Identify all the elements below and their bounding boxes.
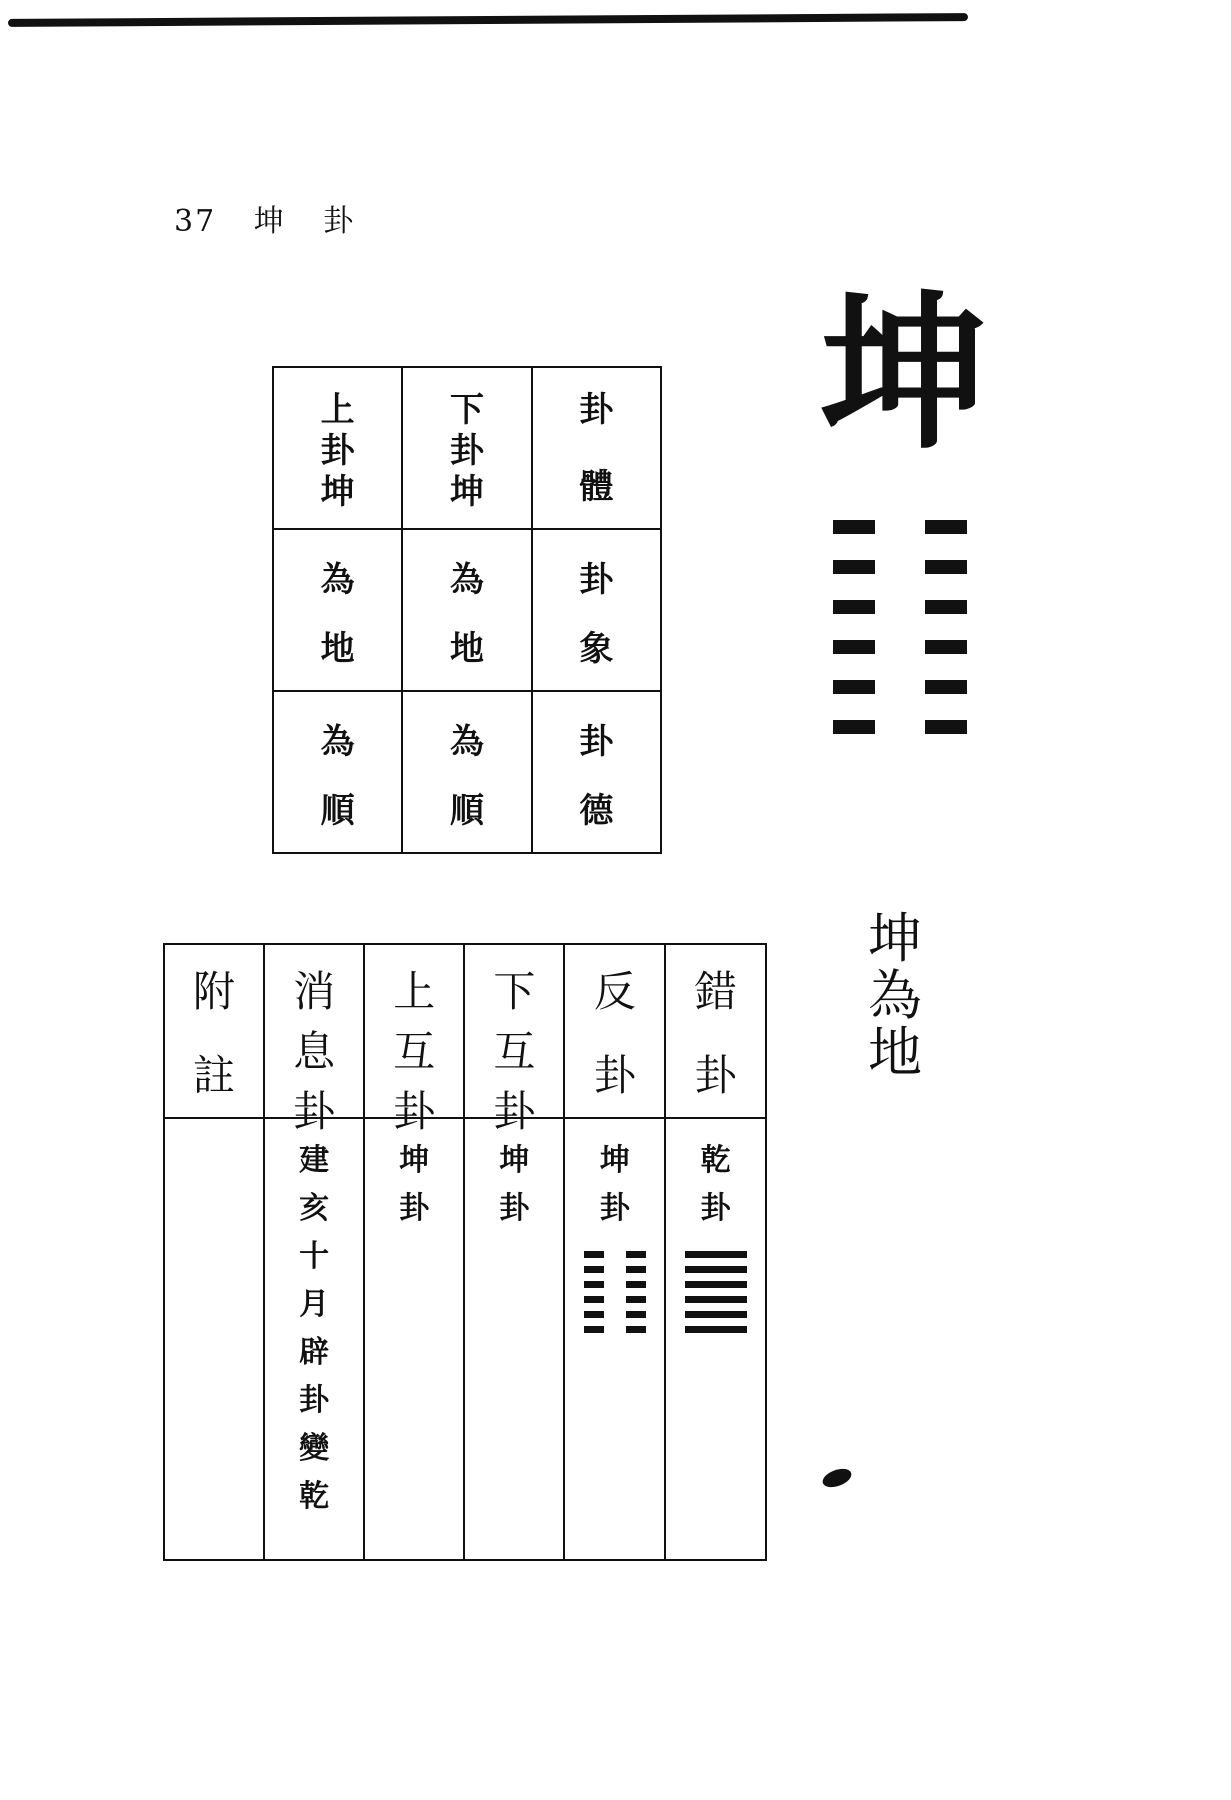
solid-yang-line [685,1296,747,1303]
cell-char: 地 [320,629,355,669]
line-segment [584,1311,604,1318]
broken-yin-line [833,600,967,614]
broken-yin-line [833,520,967,534]
cell-char: 象 [579,629,614,669]
cell-char: 卦 [320,430,355,471]
subtitle-char: 地 [868,1021,922,1085]
header-cell-upper-mutual [364,944,464,1136]
hexagram-subtitle [868,907,922,1085]
header-char: 互 [493,1027,536,1076]
line-segment [626,1281,646,1288]
header-cell-xiaoxi [264,944,364,1136]
line-segment [685,1311,747,1318]
table-cell [402,691,531,853]
broken-yin-line [833,560,967,574]
notes-cell [164,1118,264,1560]
line-segment [626,1311,646,1318]
line-segment [833,720,875,734]
table-cell [273,367,402,529]
header-word: 坤 [253,204,286,239]
line-segment [833,680,875,694]
cell-char: 乾 [700,1143,731,1178]
line-segment [626,1296,646,1303]
table-cell [402,367,531,529]
related-hexagram-table [163,943,767,1561]
line-segment [626,1326,646,1333]
ink-smudge [820,1465,854,1490]
line-segment [833,600,875,614]
broken-yin-line [584,1281,646,1288]
line-segment [685,1281,747,1288]
broken-yin-line [833,680,967,694]
broken-yin-line [584,1251,646,1258]
cell-char: 坤 [599,1143,630,1178]
line-segment [925,720,967,734]
cell-char: 建 [299,1143,330,1178]
cross-cell [665,1118,766,1560]
header-char: 卦 [694,1051,737,1100]
line-segment [685,1266,747,1273]
cell-char: 為 [449,722,484,762]
cell-char: 上 [320,390,355,430]
cell-char: 十 [299,1239,330,1274]
reverse-cell [564,1118,665,1560]
header-char: 附 [193,967,236,1016]
table-cell [273,691,402,853]
line-segment [925,640,967,654]
broken-yin-line [584,1296,646,1303]
header-cell-notes [164,944,264,1118]
header-char: 註 [193,1051,236,1100]
kun-hexagram-icon [584,1247,646,1337]
header-word: 卦 [323,204,356,239]
cell-char: 月 [299,1287,330,1322]
header-char: 反 [593,967,636,1016]
cell-char: 卦 [499,1191,530,1226]
cell-char: 辟 [299,1335,330,1370]
line-segment [584,1296,604,1303]
cell-char: 卦 [599,1191,630,1226]
line-segment [626,1266,646,1273]
line-segment [584,1281,604,1288]
cell-char: 順 [320,791,355,831]
broken-yin-line [833,720,967,734]
solid-yang-line [685,1281,747,1288]
table-cell [532,529,661,691]
cell-char: 亥 [299,1191,330,1226]
cell-char: 卦 [399,1191,430,1226]
solid-yang-line [685,1326,747,1333]
header-char: 上 [393,967,436,1016]
xiaoxi-cell [264,1118,364,1560]
line-segment [584,1251,604,1258]
line-segment [685,1326,747,1333]
table-cell [532,691,661,853]
header-char: 消 [293,967,336,1016]
solid-yang-line [685,1251,747,1258]
broken-yin-line [584,1311,646,1318]
top-rule [8,13,968,27]
solid-yang-line [685,1266,747,1273]
header-char: 卦 [393,1087,436,1136]
solid-yang-line [685,1311,747,1318]
cell-char: 為 [320,560,355,600]
upper-mutual-cell [364,1118,464,1560]
cell-char: 坤 [320,471,355,512]
line-segment [925,560,967,574]
broken-yin-line [833,640,967,654]
table-cell [532,367,661,529]
cell-char: 為 [449,560,484,600]
cell-char: 卦 [299,1383,330,1418]
header-char: 卦 [293,1087,336,1136]
line-segment [584,1266,604,1273]
header-cell-cross [665,944,766,1118]
cell-char: 體 [579,467,614,508]
broken-yin-line [584,1266,646,1273]
hexagram-name-large: 坤 [820,276,988,472]
cell-char: 順 [449,791,484,831]
line-segment [925,600,967,614]
cell-char: 為 [320,722,355,762]
cell-char: 地 [449,629,484,669]
cell-char: 卦 [579,390,614,430]
broken-yin-line [584,1326,646,1333]
line-segment [833,640,875,654]
cell-char: 下 [449,390,484,430]
header-cell-lower-mutual [464,944,564,1136]
line-segment [833,560,875,574]
header-char: 錯 [694,967,737,1016]
header-char: 互 [393,1027,436,1076]
cell-char: 坤 [499,1143,530,1178]
cell-char: 坤 [399,1143,430,1178]
page-header [174,196,381,240]
cell-char: 德 [579,791,614,831]
header-char: 下 [493,967,536,1016]
line-segment [925,680,967,694]
page-number: 37 [174,204,217,239]
line-segment [584,1326,604,1333]
lower-mutual-cell [464,1118,564,1560]
line-segment [685,1296,747,1303]
subtitle-char: 坤 [868,907,922,970]
line-segment [685,1251,747,1258]
header-char: 息 [293,1027,336,1076]
cell-char: 坤 [449,471,484,512]
table-cell [273,529,402,691]
trigram-table [272,366,662,854]
cell-char: 卦 [579,560,614,600]
subtitle-char: 為 [868,964,922,1028]
header-char: 卦 [493,1087,536,1136]
cell-char: 乾 [299,1479,330,1514]
cell-char: 卦 [579,722,614,762]
cell-char: 卦 [449,430,484,471]
header-char: 卦 [593,1051,636,1100]
cell-char: 卦 [700,1191,731,1226]
header-cell-reverse [564,944,665,1118]
line-segment [925,520,967,534]
line-segment [833,520,875,534]
qian-hexagram-icon [685,1247,747,1337]
line-segment [626,1251,646,1258]
table-cell [402,529,531,691]
cell-char: 變 [299,1431,330,1466]
kun-hexagram-icon [833,520,967,760]
